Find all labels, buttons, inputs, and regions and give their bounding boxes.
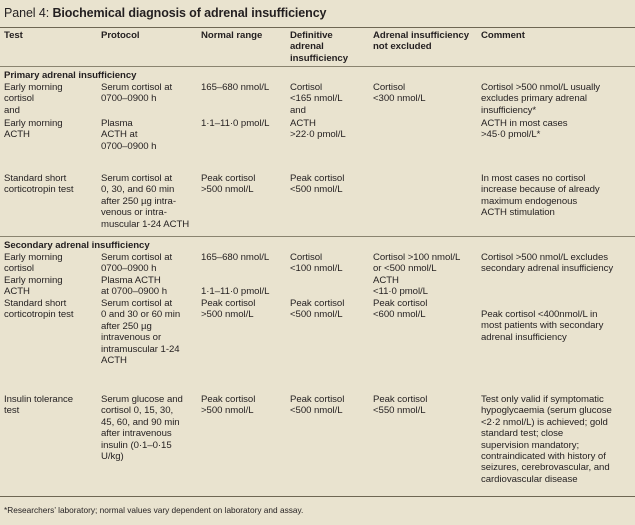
cell-protocol: Plasma ACTH at 0700–0900 h bbox=[101, 118, 157, 152]
cell-test: Standard short corticotropin test bbox=[4, 173, 74, 196]
footnote: *Researchers’ laboratory; normal values vary dependent on laboratory and assay. bbox=[4, 505, 304, 515]
panel-title bbox=[4, 6, 326, 20]
cell-test: Early morning ACTH bbox=[4, 118, 63, 141]
panel-number: Panel 4: bbox=[4, 6, 53, 20]
cell-not-excluded: ACTH <11·0 pmol/L bbox=[373, 275, 428, 298]
header-rule bbox=[0, 66, 635, 67]
cell-not-excluded: Peak cortisol <550 nmol/L bbox=[373, 394, 428, 417]
col-header-not-excluded: Adrenal insufficiency not excluded bbox=[373, 30, 469, 53]
cell-comment: In most cases no cortisol increase because of already maximum endogenous ACTH stimulation bbox=[481, 173, 600, 219]
cell-comment: Cortisol >500 nmol/L usually excludes primary adrenal insufficiency* bbox=[481, 82, 601, 116]
cell-protocol: Serum cortisol at 0 and 30 or 60 min after 250 µg intravenous or intramuscular 1-24 ACTH bbox=[101, 298, 181, 367]
cell-definitive: Peak cortisol <500 nmol/L bbox=[290, 394, 345, 417]
table-bottom-rule bbox=[0, 496, 635, 497]
cell-protocol: Serum glucose and cortisol 0, 15, 30, 45, 60, and 90 min after intravenous insulin (0·1–0·15 U/kg) bbox=[101, 394, 183, 463]
cell-definitive: Cortisol <100 nmol/L bbox=[290, 252, 343, 275]
cell-comment: Test only valid if symptomatic hypoglycaemia (serum glucose <2·2 nmol/L) is achieved; gold standard test; close supervision mandatory; contraindicated with history of seizures, cerebrovascular, and cardiovascular disease bbox=[481, 394, 612, 485]
cell-not-excluded: Cortisol >100 nmol/L or <500 nmol/L bbox=[373, 252, 461, 275]
title-rule bbox=[0, 27, 635, 28]
col-header-normal-range: Normal range bbox=[201, 30, 263, 41]
col-header-comment: Comment bbox=[481, 30, 525, 41]
cell-normal-range: Peak cortisol >500 nmol/L bbox=[201, 173, 256, 196]
section-rule bbox=[0, 236, 635, 237]
cell-protocol: Serum cortisol at 0700–0900 h bbox=[101, 82, 173, 105]
col-header-definitive: Definitive adrenal insufficiency bbox=[290, 30, 348, 64]
cell-comment: Cortisol >500 nmol/L excludes secondary adrenal insufficiency bbox=[481, 252, 614, 275]
section-primary: Primary adrenal insufficiency bbox=[4, 70, 137, 81]
cell-test: Early morning cortisol bbox=[4, 252, 63, 275]
cell-definitive: Cortisol <165 nmol/L and bbox=[290, 82, 343, 116]
col-header-protocol: Protocol bbox=[101, 30, 140, 41]
cell-normal-range: Peak cortisol >500 nmol/L bbox=[201, 298, 256, 321]
cell-test: Early morning cortisol and bbox=[4, 82, 63, 116]
cell-protocol: Serum cortisol at 0700–0900 h bbox=[101, 252, 173, 275]
cell-test: Standard short corticotropin test bbox=[4, 298, 74, 321]
cell-test: Insulin tolerance test bbox=[4, 394, 74, 417]
cell-not-excluded: Peak cortisol <600 nmol/L bbox=[373, 298, 428, 321]
cell-test: Early morning ACTH bbox=[4, 275, 63, 298]
cell-normal-range: Peak cortisol >500 nmol/L bbox=[201, 394, 256, 417]
col-header-test: Test bbox=[4, 30, 23, 41]
cell-normal-range: 165–680 nmol/L bbox=[201, 82, 270, 93]
cell-protocol: Serum cortisol at 0, 30, and 60 min after 250 µg intra- venous or intra- muscular 1-24 ACTH bbox=[101, 173, 190, 230]
cell-definitive: ACTH >22·0 pmol/L bbox=[290, 118, 346, 141]
cell-comment: Peak cortisol <400nmol/L in most patients with secondary adrenal insufficiency bbox=[481, 309, 604, 343]
section-secondary: Secondary adrenal insufficiency bbox=[4, 240, 150, 251]
cell-definitive: Peak cortisol <500 nmol/L bbox=[290, 173, 345, 196]
cell-normal-range: 165–680 nmol/L bbox=[201, 252, 270, 263]
cell-definitive: Peak cortisol <500 nmol/L bbox=[290, 298, 345, 321]
cell-comment: ACTH in most cases >45·0 pmol/L* bbox=[481, 118, 568, 141]
cell-normal-range: 1·1–11·0 pmol/L bbox=[201, 118, 270, 129]
cell-protocol: Plasma ACTH at 0700–0900 h bbox=[101, 275, 167, 298]
cell-normal-range: 1·1–11·0 pmol/L bbox=[201, 286, 270, 297]
cell-not-excluded: Cortisol <300 nmol/L bbox=[373, 82, 426, 105]
panel-heading: Biochemical diagnosis of adrenal insufficiency bbox=[52, 6, 327, 20]
